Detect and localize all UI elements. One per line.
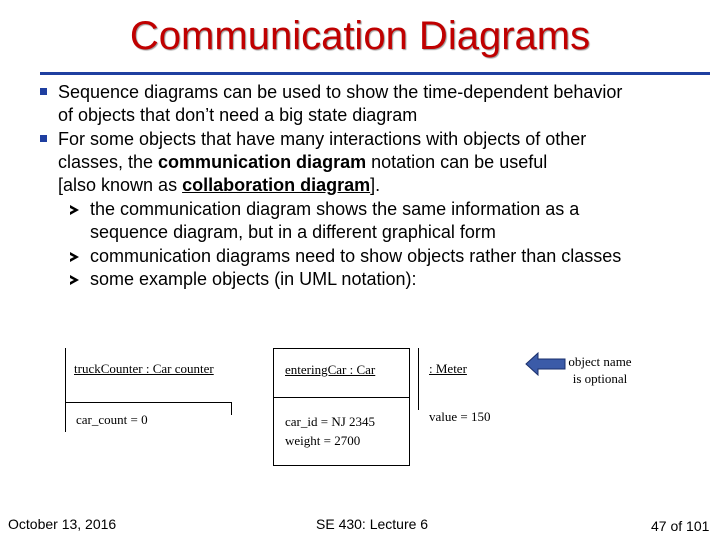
object-name: truckCounter : Car counter (74, 361, 214, 376)
object-name: : Meter (429, 361, 467, 376)
arrow-bullet-icon (70, 252, 79, 262)
object-border (231, 402, 232, 415)
footer-date: October 13, 2016 (8, 516, 117, 532)
slide-title: Communication Diagrams (129, 14, 591, 58)
subbullet-1-line-1: the communication diagram shows the same information as a (90, 199, 580, 219)
footer-course: SE 430: Lecture 6 (316, 516, 429, 532)
square-bullet-icon (40, 135, 47, 142)
subbullet-2: communication diagrams need to show objects rather than classes (90, 246, 622, 266)
bullet-2-line-1: For some objects that have many interactions with objects of other (58, 129, 587, 149)
subbullet-1-line-2: sequence diagram, but in a different graphical form (90, 222, 496, 242)
object-attribute: car_count = 0 (76, 412, 148, 427)
bullet-2-line-3-pre: [also known as (58, 175, 183, 195)
square-bullet-icon (40, 88, 47, 95)
annotation-note (560, 353, 640, 387)
bullet-2-line-3 (58, 174, 380, 197)
bullet-1-line-2: of objects that don’t need a big state diagram (58, 105, 418, 125)
bullet-2-line-2-pre: classes, the (58, 152, 159, 172)
object-entering-car (273, 348, 410, 466)
bullet-2-line-2 (58, 151, 547, 174)
bullet-2-bold-term: communication diagram (158, 152, 367, 172)
object-divider (274, 397, 409, 398)
bullet-1-line-1: Sequence diagrams can be used to show the time-dependent behavior (58, 82, 623, 102)
bullet-2-line-2-post: notation can be useful (366, 152, 548, 172)
arrow-bullet-icon (70, 205, 79, 215)
title-divider (40, 72, 710, 75)
object-attribute: car_id = NJ 2345 (285, 414, 376, 429)
object-border (65, 348, 66, 432)
subbullet-3: some example objects (in UML notation): (90, 269, 417, 289)
footer-page-number: 47 of 101 (651, 518, 710, 534)
object-border (418, 348, 419, 410)
annotation-line-1: object name (568, 354, 632, 369)
bullet-2-alias-term: collaboration diagram (182, 175, 371, 195)
object-name: enteringCar : Car (285, 362, 376, 377)
object-attribute: weight = 2700 (285, 433, 361, 448)
annotation-line-2: is optional (572, 371, 628, 386)
object-attribute: value = 150 (429, 409, 491, 424)
arrow-bullet-icon (70, 275, 79, 285)
bullet-2-line-3-post: ]. (370, 175, 381, 195)
object-divider (65, 402, 232, 403)
